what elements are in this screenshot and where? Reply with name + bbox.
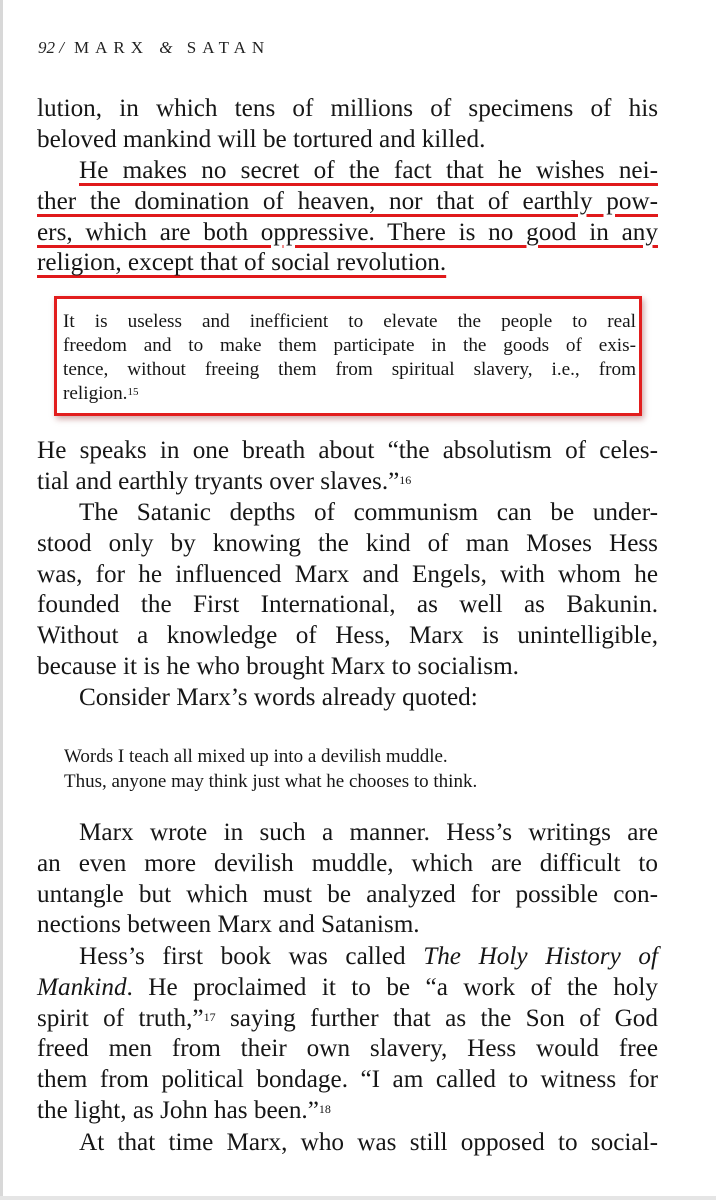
paragraph-5 [37, 683, 658, 714]
book-title-italic: Mankind [37, 973, 127, 1001]
verse-line: Words I teach all mixed up into a devilish muddle. [64, 746, 448, 767]
highlighted-paragraph [37, 156, 658, 279]
title-left: MARX [73, 38, 149, 57]
paragraph-6 [37, 818, 658, 941]
text-line [37, 187, 658, 218]
page-edge [0, 0, 3, 1200]
paragraph-8 [37, 1128, 658, 1159]
page-number: 92 / [38, 38, 64, 57]
footnote-ref: 17 [203, 1009, 216, 1024]
footnote-ref: 18 [318, 1101, 331, 1116]
text-line: The Satanic depths of communism can be under- [79, 499, 658, 526]
quote-line: It is useless and inefficient to elevate the people to real [63, 311, 636, 332]
text-line [37, 973, 658, 1004]
quote-line: freedom and to make them participate in the goods of exis- [63, 335, 636, 356]
text-line [37, 248, 658, 279]
underlined-text: ers, which are both oppressive. There is no good in any [37, 218, 658, 246]
footnote-ref: 15 [127, 386, 139, 398]
text-line: was, for he influenced Marx and Engels, with whom he [37, 560, 658, 588]
text-span: Hess’s first book was called [79, 943, 424, 970]
paragraph-4 [37, 498, 658, 683]
verse-line: Thus, anyone may think just what he chooses to think. [64, 771, 478, 792]
text-line: because it is he who brought Marx to socialism. [37, 652, 519, 680]
text-line: lution, in which tens of millions of specimens of his [37, 95, 658, 122]
underlined-text: religion, except that of social revolution. [37, 249, 447, 277]
text-span: tial and earthly tryants over slaves.” [37, 467, 400, 495]
underlined-text: He makes no secret of the fact that he wishes nei- [79, 157, 658, 184]
page-bottom-edge [0, 1196, 716, 1200]
text-line: freed men from their own slavery, Hess would free [37, 1035, 658, 1063]
text-line: At that time Marx, who was still opposed to social- [79, 1129, 658, 1156]
text-line: stood only by knowing the kind of man Moses Hess [37, 529, 658, 557]
paragraph-1 [37, 94, 658, 156]
running-header [38, 38, 270, 58]
text-line [37, 218, 658, 249]
running-title [74, 38, 270, 57]
block-quote [63, 310, 636, 406]
quote-line: tence, without freeing them from spiritual slavery, i.e., from [63, 359, 636, 380]
footnote-ref: 16 [399, 472, 412, 487]
text-line: Consider Marx’s words already quoted: [79, 684, 478, 711]
text-span: the light, as John has been.” [37, 1096, 319, 1124]
text-line: beloved mankind will be tortured and killed. [37, 125, 486, 153]
text-line: Marx wrote in such a manner. Hess’s writings are [79, 819, 658, 846]
text-line: them from political bondage. “I am called to witness for [37, 1066, 658, 1094]
title-ampersand: & [159, 38, 177, 57]
quote-text: religion. [63, 383, 128, 404]
text-line: nections between Marx and Satanism. [37, 911, 420, 939]
text-line [37, 1096, 658, 1127]
text-line: an even more devilish muddle, which are difficult to [37, 849, 658, 877]
text-line: He speaks in one breath about “the absolutism of celes- [37, 437, 658, 464]
paragraph-3 [37, 436, 658, 498]
quote-line [63, 382, 636, 406]
paragraph-7 [37, 942, 658, 1127]
text-span: saying further that as the Son of God [215, 1004, 658, 1032]
text-line: founded the First International, as well as Bakunin. [37, 591, 658, 619]
text-line [37, 467, 658, 498]
text-line [37, 1004, 658, 1035]
underlined-text: ther the domination of heaven, nor that of earthly pow- [37, 187, 658, 215]
text-span: spirit of truth,” [37, 1004, 204, 1032]
verse-quote [64, 744, 477, 794]
title-right: SATAN [186, 38, 271, 57]
text-span: . He proclaimed it to be “a work of the holy [126, 973, 658, 1001]
text-line [37, 942, 658, 973]
book-title-italic: The Holy History of [423, 943, 658, 970]
text-line: untangle but which must be analyzed for possible con- [37, 880, 658, 908]
text-line [37, 156, 658, 187]
text-line: Without a knowledge of Hess, Marx is unintelligible, [37, 622, 658, 650]
